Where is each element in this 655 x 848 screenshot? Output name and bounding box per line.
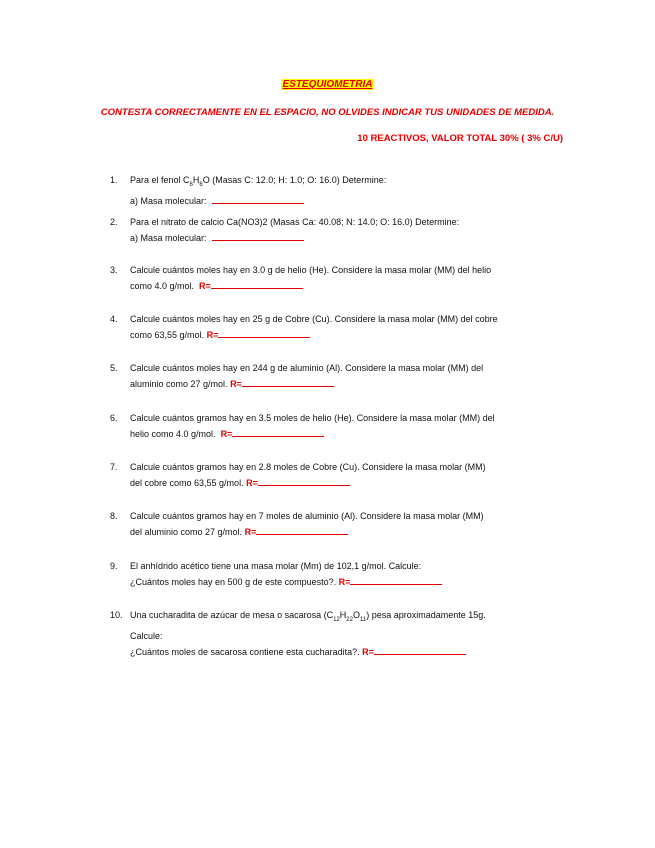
answer-blank[interactable]: [258, 476, 350, 486]
question-prompt: como 63,55 g/mol. R=: [130, 327, 570, 343]
question-prompt: como 4.0 g/mol. R=: [130, 278, 570, 294]
question-prompt: a) Masa molecular:: [130, 230, 570, 246]
page-title: ESTEQUIOMETRIA: [282, 79, 373, 90]
question-prompt: a) Masa molecular:: [130, 193, 570, 209]
question-prompt: helio como 4.0 g/mol. R=: [130, 426, 570, 442]
answer-label: R=: [206, 330, 219, 340]
question-text: Una cucharadita de azúcar de mesa o sacarosa $(C_{12}H_{22}O_{11})$ pesa aproximadamente 15g.: [130, 610, 486, 623]
answer-blank[interactable]: [256, 525, 348, 535]
question-prompt: del aluminio como 27 g/mol. R=: [130, 524, 570, 540]
question-8: [110, 508, 570, 540]
question-2: [110, 214, 570, 246]
instruction-text: CONTESTA CORRECTAMENTE EN EL ESPACIO, NO OLVIDES INDICAR TUS UNIDADES DE MEDIDA.: [100, 107, 555, 118]
answer-blank[interactable]: [211, 279, 303, 289]
answer-label: R=: [244, 527, 257, 537]
question-text: Calcule cuántos moles hay en 244 g de aluminio (Al). Considere la masa molar (MM) del: [130, 363, 484, 373]
answer-blank[interactable]: [212, 194, 304, 204]
question-prompt: ¿Cuántos moles hay en 500 g de este compuesto?. R=: [130, 574, 570, 590]
question-7: [110, 459, 570, 491]
answer-blank[interactable]: [212, 231, 304, 241]
question-prompt: aluminio como 27 g/mol. R=: [130, 376, 570, 392]
answer-blank[interactable]: [218, 328, 310, 338]
question-6: [110, 410, 570, 442]
question-number: 1.: [110, 175, 118, 185]
answer-label: R=: [220, 429, 233, 439]
answer-label: R=: [246, 478, 258, 488]
answer-blank[interactable]: [350, 575, 442, 585]
question-text: Calcule cuántos gramos hay en 2.8 moles de Cobre (Cu). Considere la masa molar (MM): [130, 462, 486, 472]
question-text: Calcule cuántos moles hay en 3.0 g de helio (He). Considere la masa molar (MM) del helio: [130, 265, 492, 275]
question-prompt: ¿Cuántos moles de sacarosa contiene esta cucharadita?. R=: [130, 644, 570, 660]
question-10: [110, 607, 570, 660]
question-text: El anhídrido acético tiene una masa molar (Mm) de 102,1 g/mol. Calcule:: [130, 561, 422, 571]
answer-label: R=: [230, 379, 242, 389]
question-4: [110, 311, 570, 343]
question-number: 8.: [110, 511, 118, 521]
answer-label: R=: [199, 281, 211, 291]
question-3: [110, 262, 570, 294]
answer-label: R=: [362, 646, 374, 657]
question-number: 7.: [110, 462, 118, 472]
question-text: Para el nitrato de calcio Ca(NO3)2 (Masas Ca: 40.08; N: 14.0; O: 16.0) Determine:: [130, 217, 460, 227]
question-text: Para el fenol $C_6H_6O$ (Masas C: 12.0; H: 1.0; O: 16.0) Determine:: [130, 175, 387, 188]
score-info: 10 REACTIVOS, VALOR TOTAL 30% ( 3% C/U): [357, 133, 563, 144]
question-5: [110, 360, 570, 392]
question-line: Calcule:: [130, 630, 163, 641]
question-text: Calcule cuántos gramos hay en 3.5 moles de helio (He). Considere la masa molar (MM) del: [130, 413, 495, 423]
question-9: [110, 558, 570, 590]
question-1: [110, 172, 570, 209]
question-prompt: del cobre como 63,55 g/mol. R=: [130, 475, 570, 491]
answer-label: R=: [338, 577, 351, 587]
question-number: 5.: [110, 363, 118, 373]
question-text: Calcule cuántos moles hay en 25 g de Cobre (Cu). Considere la masa molar (MM) del cobre: [130, 314, 498, 324]
question-number: 10.: [110, 610, 123, 620]
question-number: 9.: [110, 561, 118, 571]
question-number: 2.: [110, 217, 118, 227]
answer-blank[interactable]: [374, 645, 466, 655]
question-number: 3.: [110, 265, 118, 275]
question-number: 6.: [110, 413, 118, 423]
answer-blank[interactable]: [232, 427, 324, 437]
question-text: Calcule cuántos gramos hay en 7 moles de aluminio (Al). Considere la masa molar (MM): [130, 511, 484, 521]
answer-blank[interactable]: [242, 377, 334, 387]
question-number: 4.: [110, 314, 118, 324]
